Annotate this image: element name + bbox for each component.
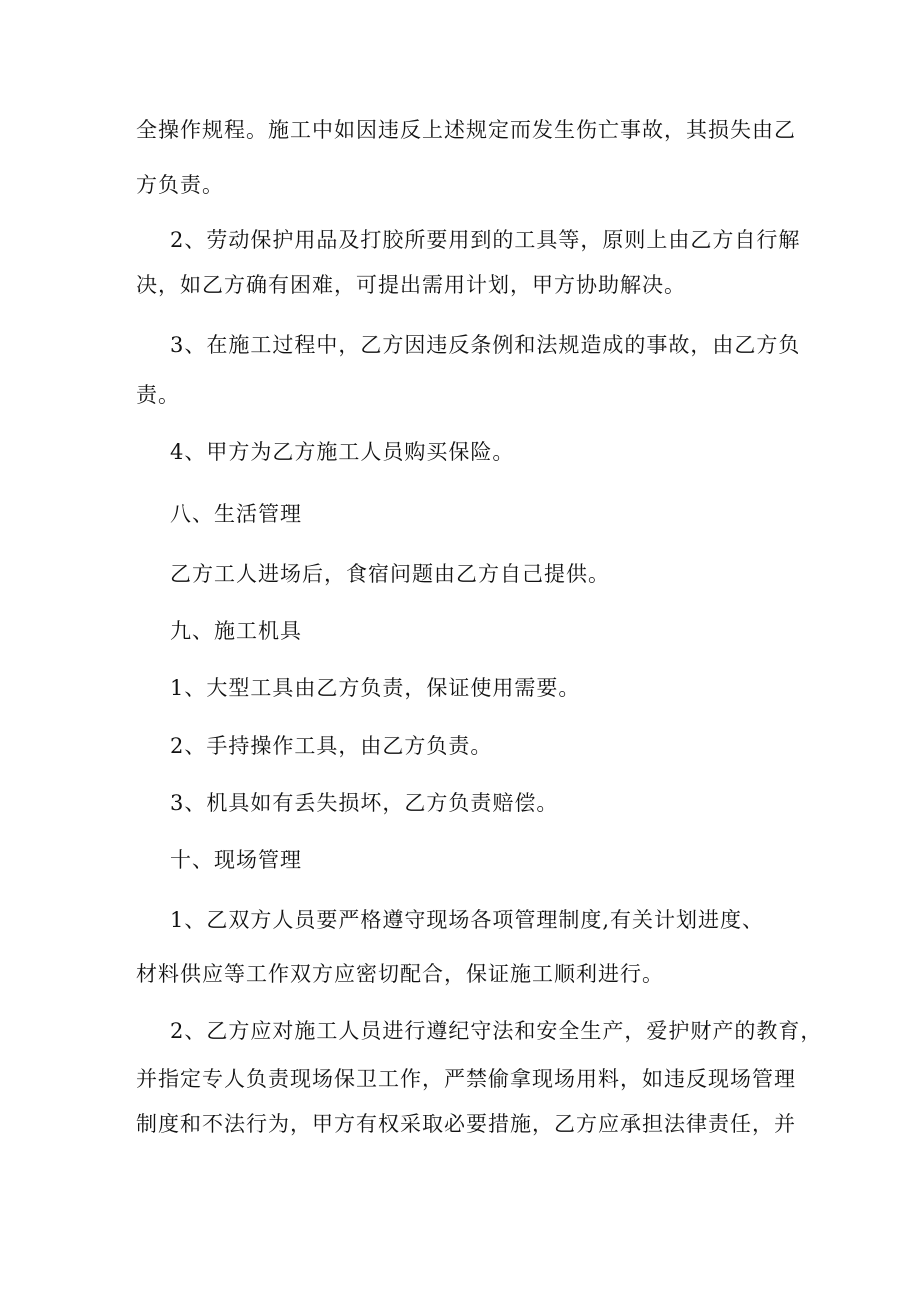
text-line: 1、乙双方人员要严格遵守现场各项管理制度,有关计划进度、: [170, 908, 765, 932]
text-line: 2、劳动保护用品及打胶所要用到的工具等，原则上由乙方自行解: [170, 228, 801, 252]
text-line: 2、手持操作工具，由乙方负责。: [170, 734, 493, 758]
text-line: 全操作规程。施工中如因违反上述规定而发生伤亡事故，其损失由乙: [136, 118, 796, 142]
section-heading: 十、现场管理: [170, 848, 302, 872]
section-heading: 八、生活管理: [170, 502, 302, 526]
text-line: 责。: [136, 383, 180, 407]
text-line: 方负责。: [136, 173, 224, 197]
text-line: 4、甲方为乙方施工人员购买保险。: [170, 440, 515, 464]
text-line: 3、在施工过程中，乙方因违反条例和法规造成的事故，由乙方负: [170, 333, 801, 357]
text-line: 3、机具如有丢失损坏，乙方负责赔偿。: [170, 791, 559, 815]
text-line: 并指定专人负责现场保卫工作，严禁偷拿现场用料，如违反现场管理: [136, 1067, 796, 1091]
text-line: 乙方工人进场后，食宿问题由乙方自己提供。: [170, 562, 610, 586]
text-line: 2、乙方应对施工人员进行遵纪守法和安全生产，爱护财产的教育，: [170, 1019, 823, 1043]
text-line: 1、大型工具由乙方负责，保证使用需要。: [170, 676, 581, 700]
section-heading: 九、施工机具: [170, 619, 302, 643]
text-line: 制度和不法行为，甲方有权采取必要措施，乙方应承担法律责任，并: [136, 1112, 796, 1136]
text-line: 材料供应等工作双方应密切配合，保证施工顺利进行。: [136, 962, 664, 986]
text-line: 决，如乙方确有困难，可提出需用计划，甲方协助解决。: [136, 273, 686, 297]
